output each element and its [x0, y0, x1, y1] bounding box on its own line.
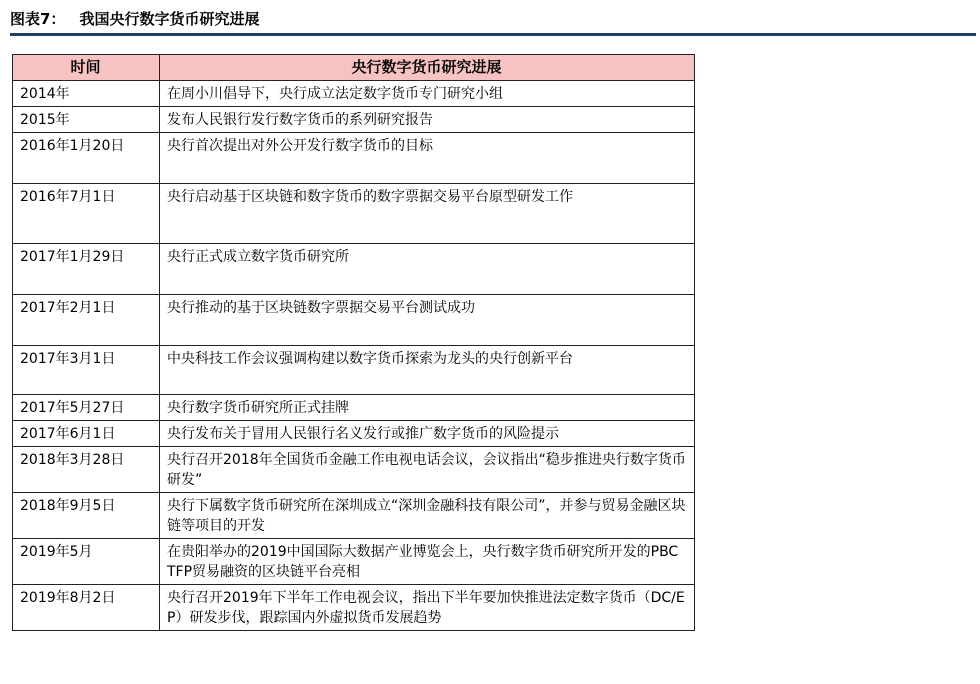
row-time: 2017年1月29日: [13, 244, 160, 295]
row-time: 2018年9月5日: [13, 493, 160, 539]
table-row: [13, 184, 695, 244]
row-event: 在周小川倡导下，央行成立法定数字货币专门研究小组: [160, 81, 695, 107]
row-time: 2018年3月28日: [13, 447, 160, 493]
row-event: 央行启动基于区块链和数字货币的数字票据交易平台原型研发工作: [160, 184, 695, 244]
title-divider: [10, 33, 976, 36]
row-event: 在贵阳举办的2019中国国际大数据产业博览会上，央行数字货币研究所开发的PBCTFP贸易融资的区块链平台亮相: [160, 539, 695, 585]
row-time: 2017年6月1日: [13, 421, 160, 447]
header-time: 时间: [13, 55, 160, 81]
table-row: [13, 244, 695, 295]
row-time: 2016年7月1日: [13, 184, 160, 244]
figure-title: [10, 6, 259, 32]
row-event: 中央科技工作会议强调构建以数字货币探索为龙头的央行创新平台: [160, 346, 695, 395]
row-time: 2019年5月: [13, 539, 160, 585]
table-row: [13, 133, 695, 184]
table-row: [13, 346, 695, 395]
table-row: [13, 539, 695, 585]
row-time: 2017年2月1日: [13, 295, 160, 346]
table-row: [13, 585, 695, 631]
row-event: 央行召开2019年下半年工作电视会议，指出下半年要加快推进法定数字货币（DC/EP）研发步伐，跟踪国内外虚拟货币发展趋势: [160, 585, 695, 631]
table-row: [13, 421, 695, 447]
table-row: [13, 395, 695, 421]
table-row: [13, 107, 695, 133]
row-event: 央行正式成立数字货币研究所: [160, 244, 695, 295]
table-row: [13, 447, 695, 493]
row-event: 央行推动的基于区块链数字票据交易平台测试成功: [160, 295, 695, 346]
row-time: 2014年: [13, 81, 160, 107]
table-header-row: [13, 55, 695, 81]
header-event: 央行数字货币研究进展: [160, 55, 695, 81]
row-event: 央行发布关于冒用人民银行名义发行或推广数字货币的风险提示: [160, 421, 695, 447]
row-time: 2015年: [13, 107, 160, 133]
progress-table: [12, 54, 695, 631]
table-row: [13, 493, 695, 539]
row-event: 央行数字货币研究所正式挂牌: [160, 395, 695, 421]
row-event: 央行召开2018年全国货币金融工作电视电话会议，会议指出“稳步推进央行数字货币研发”: [160, 447, 695, 493]
row-event: 央行首次提出对外公开发行数字货币的目标: [160, 133, 695, 184]
row-time: 2017年3月1日: [13, 346, 160, 395]
row-event: 央行下属数字货币研究所在深圳成立“深圳金融科技有限公司”，并参与贸易金融区块链等项目的开发: [160, 493, 695, 539]
table-row: [13, 81, 695, 107]
figure-caption: 我国央行数字货币研究进展: [79, 10, 260, 28]
row-time: 2016年1月20日: [13, 133, 160, 184]
row-event: 发布人民银行发行数字货币的系列研究报告: [160, 107, 695, 133]
figure-label: 图表7：: [10, 10, 66, 28]
row-time: 2017年5月27日: [13, 395, 160, 421]
table-row: [13, 295, 695, 346]
row-time: 2019年8月2日: [13, 585, 160, 631]
